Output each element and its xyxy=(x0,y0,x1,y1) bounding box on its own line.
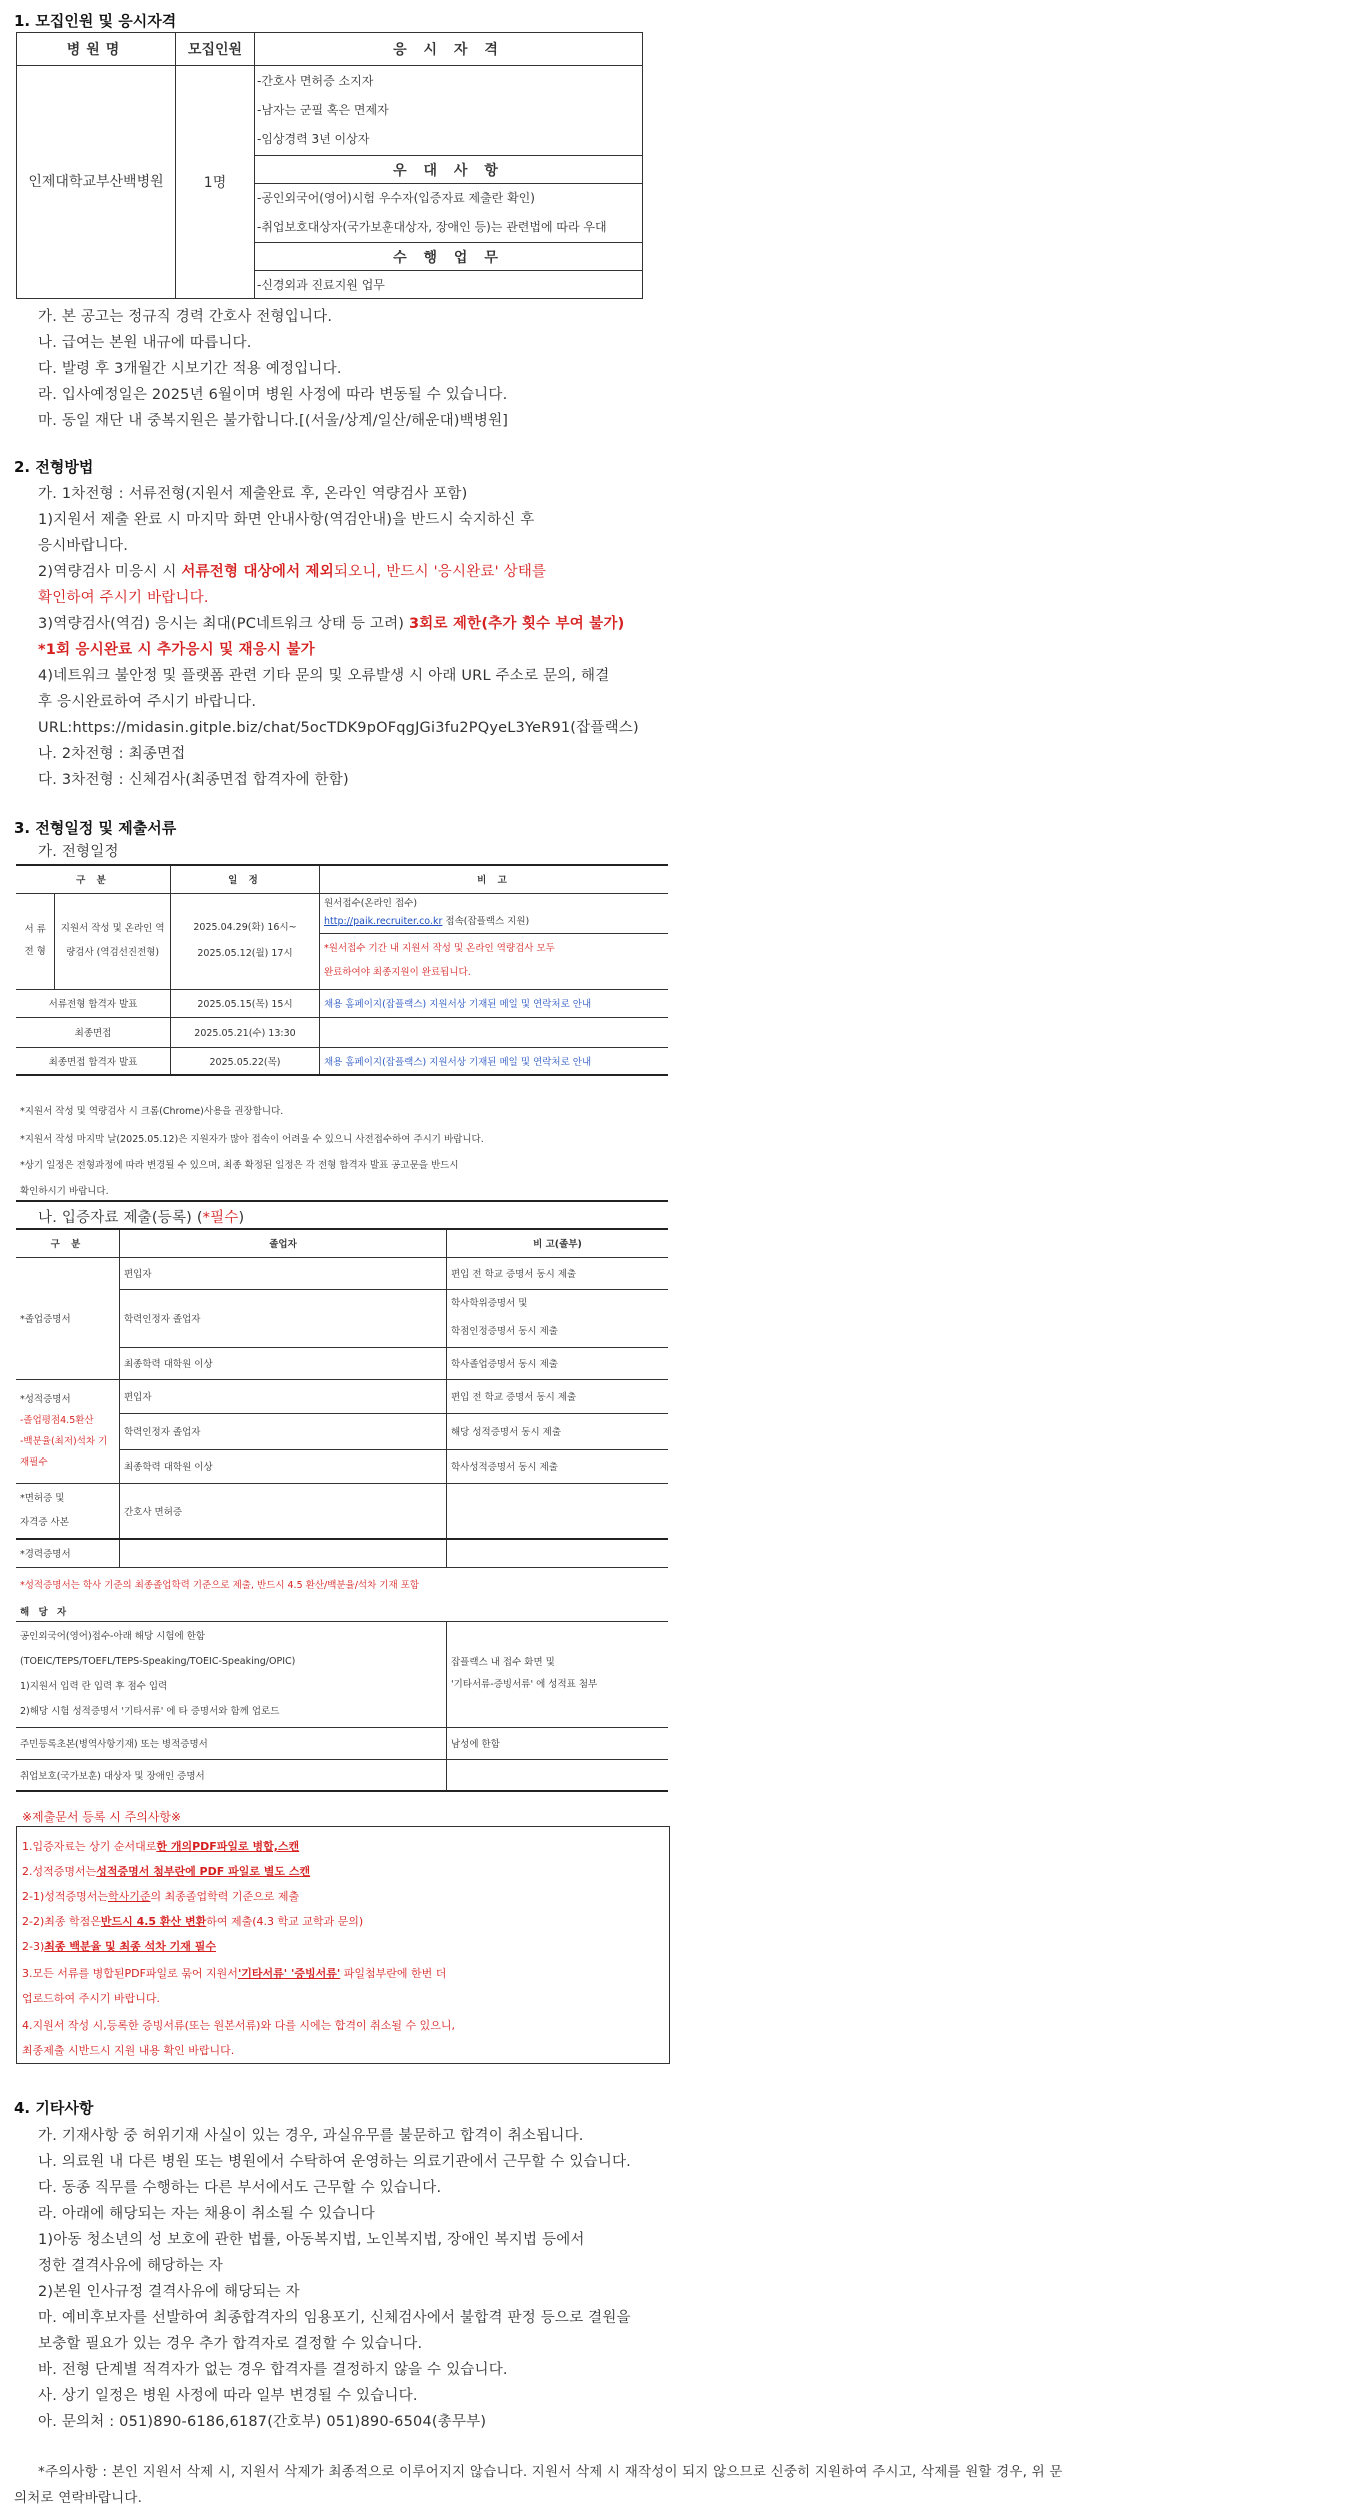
pref-item: -공인외국어(영어)시험 우수자(입증자료 제출란 확인) xyxy=(257,191,535,205)
sched-item: 최종면접 xyxy=(16,1017,171,1047)
final-notice-cont: 의처로 연락바랍니다. xyxy=(14,2490,143,2506)
transcript-note: *성적증명서는 학사 기준의 최종졸업학력 기준으로 제출, 반드시 4.5 환산/백분율/석차 기재 포함 xyxy=(16,1567,668,1601)
section2-heading: 2. 전형방법 xyxy=(14,458,94,476)
docs-col-note: 비 고(졸부) xyxy=(447,1229,669,1257)
doc-target: 최종학력 대학원 이상 xyxy=(120,1347,447,1379)
text: 하여 제출(4.3 학교 교학과 문의) xyxy=(206,1915,364,1928)
sched-note xyxy=(320,893,669,933)
preference-title: 우 대 사 항 xyxy=(255,156,643,184)
s2-line: 다. 3차전형 : 신체검사(최종면접 합격자에 한함) xyxy=(38,772,349,788)
final-notice: *주의사항 : 본인 지원서 삭제 시, 지원서 삭제가 최종적으로 이루어지지 않습니다. 지원서 삭제 시 재작성이 되지 않으므로 신중히 지원하여 주시고, 삭제를 원할 경우, 위 문 xyxy=(38,2464,1063,2480)
caution-line xyxy=(22,1838,299,1854)
s2-line: 응시바랍니다. xyxy=(38,538,129,554)
group-req: -졸업평점4.5환산 xyxy=(20,1415,94,1426)
caution-line xyxy=(22,1863,310,1879)
date-end: 2025.05.12(월) 17시 xyxy=(197,948,293,959)
text: (TOEIC/TEPS/TOEFL/TEPS-Speaking/TOEIC-Speaking/OPIC) xyxy=(20,1656,296,1667)
recruit-count: 1명 xyxy=(176,66,255,299)
veteran-doc: 취업보호(국가보훈) 대상자 및 장애인 증명서 xyxy=(16,1759,447,1791)
sched-footnote: *상기 일정은 전형과정에 따라 변경될 수 있으며, 최종 확정된 일정은 각 전형 합격자 발표 공고문을 반드시 xyxy=(20,1160,459,1171)
doc-group-transcript xyxy=(16,1379,120,1483)
s4-line: 바. 전형 단계별 적격자가 없는 경우 합격자를 결정하지 않을 수 있습니다. xyxy=(38,2362,508,2378)
s2-line-limit xyxy=(38,612,624,633)
s1-note: 나. 급여는 본원 내규에 따릅니다. xyxy=(38,335,252,351)
sched-note: 채용 홈페이지(잡플랙스) 지원서상 기재된 메일 및 연락처로 안내 xyxy=(320,989,669,1017)
s4-line: 보충할 필요가 있는 경우 추가 합격자로 결정할 수 있습니다. xyxy=(38,2336,423,2352)
group-req: 재필수 xyxy=(20,1457,48,1468)
sched-footnote: *지원서 작성 및 역량검사 시 크롬(Chrome)사용을 권장합니다. xyxy=(20,1106,284,1117)
duty-item: -신경외과 진료지원 업무 xyxy=(255,271,643,299)
s4-line: 정한 결격사유에 해당하는 자 xyxy=(38,2258,223,2274)
caution-line xyxy=(22,1965,446,1981)
doc-target: 최종학력 대학원 이상 xyxy=(120,1449,447,1483)
doc-target: 간호사 면허증 xyxy=(120,1483,447,1539)
s1-note: 라. 입사예정일은 2025년 6월이며 병원 사정에 따라 변동될 수 있습니다. xyxy=(38,387,508,403)
caution-line: 최종제출 시반드시 지원 내용 확인 바랍니다. xyxy=(22,2044,235,2057)
sched-date: 2025.05.15(목) 15시 xyxy=(171,989,320,1017)
doc-note: 학사졸업증명서 동시 제출 xyxy=(447,1347,669,1379)
doc-target: 학력인정자 졸업자 xyxy=(120,1413,447,1449)
doc-note: 학사성적증명서 동시 제출 xyxy=(447,1449,669,1483)
sched-note: 채용 홈페이지(잡플랙스) 지원서상 기재된 메일 및 연락처로 안내 xyxy=(320,1047,669,1075)
divider xyxy=(16,1200,668,1202)
group-req: -백분율(최저)석차 기 xyxy=(20,1436,108,1447)
documents-subheading xyxy=(38,1206,244,1227)
s2-line: *1회 응시완료 시 추가응시 및 재응시 불가 xyxy=(38,642,315,658)
text-emphasis: '기타서류' '증빙서류' xyxy=(237,1967,341,1980)
text: 1)지원서 입력 란 입력 후 점수 입력 xyxy=(20,1681,168,1692)
text-emphasis: 성적증명서 첨부란에 PDF 파일로 별도 스캔 xyxy=(96,1865,311,1878)
doc-note: 학사학위증명서 및 학점인정증명서 동시 제출 xyxy=(447,1289,669,1347)
note-text: 원서접수(온라인 접수) xyxy=(324,898,418,909)
recruit-site-link[interactable]: http://paik.recruiter.co.kr xyxy=(324,916,443,927)
qualification-list xyxy=(255,66,643,156)
s2-line: 후 응시완료하여 주시기 바랍니다. xyxy=(38,694,257,710)
s4-line: 라. 아래에 해당되는 자는 채용이 취소될 수 있습니다 xyxy=(38,2206,375,2222)
sched-footnote: *지원서 작성 마지막 날(2025.05.12)은 지원자가 많아 접속이 어려울 수 있으니 사전접수하여 주시기 바랍니다. xyxy=(20,1134,484,1145)
text-emphasis: 반드시 4.5 환산 변환 xyxy=(100,1915,207,1928)
text: 2)역량검사 미응시 시 xyxy=(38,564,182,580)
doc-group: *경력증명서 xyxy=(16,1539,120,1567)
sched-item: 최종면접 합격자 발표 xyxy=(16,1047,171,1075)
sched-group: 서 류 전 형 xyxy=(16,893,55,989)
language-test-note xyxy=(447,1621,669,1727)
doc-group: *졸업증명서 xyxy=(16,1257,120,1379)
documents-table xyxy=(16,1228,668,1792)
s2-line: 4)네트워크 불안정 및 플랫폼 관련 기타 문의 및 오류발생 시 아래 URL 주소로 문의, 해결 xyxy=(38,668,610,684)
sched-note-warning xyxy=(320,933,669,989)
pref-item: -취업보호대상자(국가보훈대상자, 장애인 등)는 관련법에 따라 우대 xyxy=(257,220,607,234)
docs-col-type: 구 분 xyxy=(16,1229,120,1257)
section4-heading: 4. 기타사항 xyxy=(14,2099,94,2117)
section3-heading: 3. 전형일정 및 제출서류 xyxy=(14,819,177,837)
col-qualification: 응 시 자 격 xyxy=(255,33,643,66)
doc-note: 해당 성적증명서 동시 제출 xyxy=(447,1413,669,1449)
s4-line: 2)본원 인사규정 결격사유에 해당되는 자 xyxy=(38,2284,300,2300)
text: 2-3) xyxy=(22,1940,45,1953)
text: 2-1)성적증명서는 xyxy=(22,1890,109,1903)
s4-line: 1)아동 청소년의 성 보호에 관한 법률, 아동복지법, 노인복지법, 장애인 복지법 등에서 xyxy=(38,2232,585,2248)
col-hospital: 병원명 xyxy=(17,33,176,66)
veteran-note xyxy=(447,1759,669,1791)
caution-line xyxy=(22,1938,216,1954)
schedule-subheading: 가. 전형일정 xyxy=(38,844,119,860)
doc-note xyxy=(447,1483,669,1539)
text: 잡플랙스 내 접수 화면 및 xyxy=(451,1657,555,1668)
group-title: 자격증 사본 xyxy=(20,1516,69,1528)
caution-line: 4.지원서 작성 시,등록한 증빙서류(또는 원본서류)와 다를 시에는 합격이 취소될 수 있으니, xyxy=(22,2019,455,2032)
hospital-name: 인제대학교부산백병원 xyxy=(17,66,176,299)
preference-list xyxy=(255,184,643,243)
docs-col-grad: 졸업자 xyxy=(120,1229,447,1257)
text: 1.입증자료는 상기 순서대로 xyxy=(22,1840,157,1853)
doc-group-license xyxy=(16,1483,120,1539)
doc-target: 학력인정자 졸업자 xyxy=(120,1289,447,1347)
note-text: 접속(잡플랙스 지원) xyxy=(442,916,530,927)
text: 공인외국어(영어)접수-아래 해당 시험에 한함 xyxy=(20,1631,206,1642)
doc-target: 편입자 xyxy=(120,1257,447,1289)
doc-target xyxy=(120,1539,447,1567)
text-emphasis: 학사기준 xyxy=(108,1890,151,1903)
sched-col-note: 비 고 xyxy=(320,865,669,893)
text: '기타서류-증빙서류' 에 성적표 첨부 xyxy=(451,1679,598,1690)
contact-line: 아. 문의처 : 051)890-6186,6187(간호부) 051)890-6504(총무부) xyxy=(38,2414,487,2430)
sched-col-date: 일 정 xyxy=(171,865,320,893)
s4-line: 가. 기재사항 중 허위기재 사실이 있는 경우, 과실유무를 불문하고 합격이 취소됩니다. xyxy=(38,2128,584,2144)
doc-target: 편입자 xyxy=(120,1379,447,1413)
sched-footnote: 확인하시기 바랍니다. xyxy=(20,1186,109,1197)
text: 2.성적증명서는 xyxy=(22,1865,97,1878)
text: 3.모든 서류를 병합된PDF파일로 묶어 지원서 xyxy=(22,1967,238,1980)
text: 2-2)최종 학점은 xyxy=(22,1915,101,1928)
text: 나. 입증자료 제출(등록) ( xyxy=(38,1210,203,1226)
s2-line-warning xyxy=(38,560,546,581)
note-text: 완료하여야 최종지원이 완료됩니다. xyxy=(324,967,471,978)
schedule-table xyxy=(16,864,668,1076)
text: 의 최종졸업학력 기준으로 제출 xyxy=(150,1890,300,1903)
s4-line: 마. 예비후보자를 선발하여 최종합격자의 임용포기, 신체검사에서 불합격 판정 등으로 결원을 xyxy=(38,2310,631,2326)
text: 파일첨부란에 한번 더 xyxy=(340,1967,447,1980)
text-highlight: 3회로 제한(추가 횟수 부여 불가) xyxy=(408,616,625,632)
col-count: 모집인원 xyxy=(176,33,255,66)
caution-line xyxy=(22,1913,363,1929)
text-highlight: 되오니, 반드시 '응시완료' 상태를 xyxy=(333,564,547,580)
qual-item: -간호사 면허증 소지자 xyxy=(257,74,374,88)
support-url[interactable]: URL:https://midasin.gitple.biz/chat/5ocTDK9pOFqgJGi3fu2PQyeL3YeR91(잡플랙스) xyxy=(38,720,639,736)
doc-note: 편입 전 학교 증명서 동시 제출 xyxy=(447,1379,669,1413)
language-test-info xyxy=(16,1621,447,1727)
note-text: *원서접수 기간 내 지원서 작성 및 온라인 역량검사 모두 xyxy=(324,943,555,954)
subheading-target: 해 당 자 xyxy=(16,1601,668,1621)
s2-line: 1)지원서 제출 완료 시 마지막 화면 안내사항(역검안내)을 반드시 숙지하신 후 xyxy=(38,512,535,528)
sched-item: 지원서 작성 및 온라인 역량검사 (역검선진전형) xyxy=(55,893,171,989)
sched-date: 2025.05.22(목) xyxy=(171,1047,320,1075)
sched-note xyxy=(320,1017,669,1047)
s4-line: 나. 의료원 내 다른 병원 또는 병원에서 수탁하여 운영하는 의료기관에서 근무할 수 있습니다. xyxy=(38,2154,631,2170)
text-emphasis: 최종 백분율 및 최종 석차 기재 필수 xyxy=(44,1940,217,1953)
caution-line xyxy=(22,1888,299,1904)
text: 2)해당 시험 성적증명서 '기타서류' 에 타 증명서와 함께 업로드 xyxy=(20,1706,280,1717)
text-emphasis: 한 개의PDF파일로 병합,스캔 xyxy=(156,1840,300,1853)
military-doc: 주민등록초본(병역사항기재) 또는 병적증명서 xyxy=(16,1727,447,1759)
date-start: 2025.04.29(화) 16시~ xyxy=(193,922,297,933)
text: ) xyxy=(238,1210,245,1226)
sched-col-type: 구 분 xyxy=(16,865,171,893)
s1-note: 가. 본 공고는 정규직 경력 간호사 전형입니다. xyxy=(38,309,333,325)
s1-note: 마. 동일 재단 내 중복지원은 불가합니다.[(서울/상계/일산/해운대)백병원] xyxy=(38,413,509,429)
sched-date xyxy=(171,893,320,989)
doc-note xyxy=(447,1539,669,1567)
duty-title: 수 행 업 무 xyxy=(255,243,643,271)
qual-item: -남자는 군필 혹은 면제자 xyxy=(257,103,389,117)
s4-line: 다. 동종 직무를 수행하는 다른 부서에서도 근무할 수 있습니다. xyxy=(38,2180,442,2196)
qual-item: -임상경력 3년 이상자 xyxy=(257,132,370,146)
caution-line: 업로드하여 주시기 바랍니다. xyxy=(22,1992,161,2005)
group-title: *성적증명서 xyxy=(20,1394,71,1405)
text-highlight: 서류전형 대상에서 제외 xyxy=(181,564,334,580)
sched-item: 서류전형 합격자 발표 xyxy=(16,989,171,1017)
text: 3)역량검사(역검) 응시는 최대(PC네트워크 상태 등 고려) xyxy=(38,616,409,632)
doc-note: 편입 전 학교 증명서 동시 제출 xyxy=(447,1257,669,1289)
military-note: 남성에 한함 xyxy=(447,1727,669,1759)
s2-line: 나. 2차전형 : 최종면접 xyxy=(38,746,186,762)
s2-line: 가. 1차전형 : 서류전형(지원서 제출완료 후, 온라인 역량검사 포함) xyxy=(38,486,468,502)
required-mark: *필수 xyxy=(202,1210,239,1226)
group-title: *면허증 및 xyxy=(20,1492,65,1504)
section1-heading: 1. 모집인원 및 응시자격 xyxy=(14,12,177,30)
s1-note: 다. 발령 후 3개월간 시보기간 적용 예정입니다. xyxy=(38,361,342,377)
caution-title: ※제출문서 등록 시 주의사항※ xyxy=(22,1810,182,1824)
s4-line: 사. 상기 일정은 병원 사정에 따라 일부 변경될 수 있습니다. xyxy=(38,2388,418,2404)
sched-date: 2025.05.21(수) 13:30 xyxy=(171,1017,320,1047)
recruit-table xyxy=(16,32,643,299)
s2-line: 확인하여 주시기 바랍니다. xyxy=(38,590,209,606)
